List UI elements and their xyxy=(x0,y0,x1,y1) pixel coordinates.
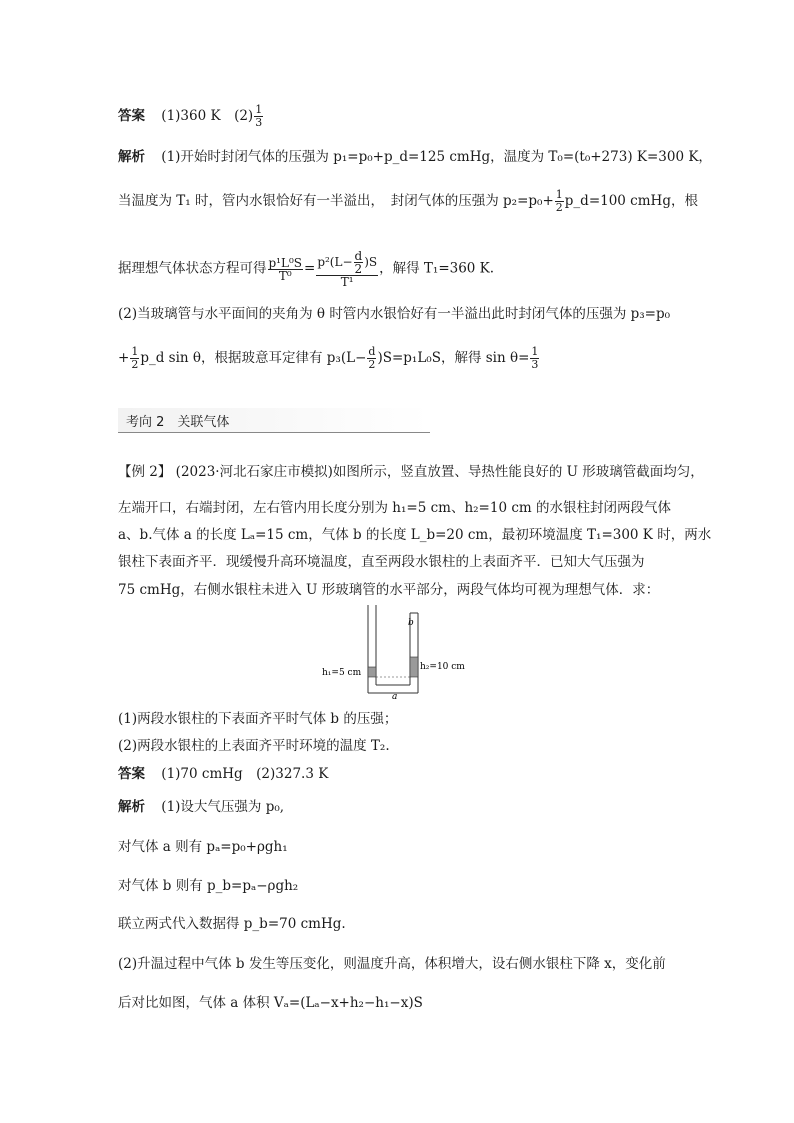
half-fraction-2: $\frac{1}{2}$ xyxy=(131,345,139,371)
eq-left-fraction: $\frac{\text{p¹L⁰S}}{\text{T⁰}}$ xyxy=(268,255,302,283)
section-heading: 考向 2 关联气体 xyxy=(118,408,430,433)
analysis-1-line-1: 解析 (1)开始时封闭气体的压强为 p₁=p₀+p_d=125 cmHg，温度为 T₀=(t₀+273) K=300 K， xyxy=(118,149,712,165)
analysis-1-line-2: 当温度为 T₁ 时，管内水银恰好有一半溢出， 封闭气体的压强为 p₂=p₀+ $\frac{1}{2}$ p_d=100 cmHg，根 xyxy=(118,188,698,214)
question-1: (1)两段水银柱的下表面齐平时气体 b 的压强； xyxy=(118,711,398,727)
answer-label: 答案 xyxy=(118,108,145,124)
third-fraction: $\frac{1}{3}$ xyxy=(531,345,539,371)
analysis-label: 解析 xyxy=(118,149,145,165)
answer-1 xyxy=(118,104,264,129)
analysis-2-line-4: 联立两式代入数据得 p_b=70 cmHg. xyxy=(118,916,346,932)
label-h1: h₁=5 cm xyxy=(322,668,362,678)
analysis-2-line-1: 解析 (1)设大气压强为 p₀, xyxy=(118,799,285,815)
example-line-5: 75 cmHg，右侧水银柱未进入 U 形玻璃管的水平部分，两段气体均可视为理想气体．求： xyxy=(118,582,660,598)
answer-label-2: 答案 xyxy=(118,766,145,782)
answer-1-text: (1)360 K (2) xyxy=(161,108,254,124)
example-line-1: 【例 2】 (2023·河北石家庄市模拟)如图所示，竖直放置、导热性能良好的 U 形玻璃管截面均匀， xyxy=(118,464,704,480)
example-line-2: 左端开口，右端封闭，左右管内用长度分别为 h₁=5 cm、h₂=10 cm 的水银柱封闭两段气体 xyxy=(118,500,671,516)
example-line-4: 银柱下表面齐平．现缓慢升高环境温度，直至两段水银柱的上表面齐平．已知大气压强为 xyxy=(118,554,645,570)
answer-2: 答案 (1)70 cmHg (2)327.3 K xyxy=(118,766,329,782)
analysis-1-line-4: (2)当玻璃管与水平面间的夹角为 θ 时管内水银恰好有一半溢出此时封闭气体的压强为 p₃=p₀ xyxy=(118,306,671,322)
analysis-label-2: 解析 xyxy=(118,799,145,815)
label-a: a xyxy=(392,692,398,700)
half-fraction: $\frac{1}{2}$ xyxy=(555,188,563,214)
label-h2: h₂=10 cm xyxy=(420,662,465,672)
analysis-2-line-5: (2)升温过程中气体 b 发生等压变化，则温度升高，体积增大，设右侧水银柱下降 x，变化前 xyxy=(118,956,666,972)
analysis-1-line-5: + $\frac{1}{2}$ p_d sin θ，根据玻意耳定律有 p₃(L− $\frac{d}{2}$ )S=p₁L₀S，解得 sin θ= $\frac{1}{3}$ xyxy=(118,345,539,371)
u-tube-diagram xyxy=(320,605,480,700)
d-half-fraction: $\frac{d}{2}$ xyxy=(368,345,376,371)
analysis-2-line-2: 对气体 a 则有 pₐ=p₀+ρgh₁ xyxy=(118,839,288,855)
analysis-1-line-3: 据理想气体状态方程可得 $\frac{\text{p¹L⁰S}}{\text{T⁰}}$ = p²(L− $\frac{d}{2}$ )S T¹ ，解得 T₁=360 K. xyxy=(118,249,495,289)
analysis-2-line-3: 对气体 b 则有 p_b=pₐ−ρgh₂ xyxy=(118,878,299,894)
eq-right-fraction: p²(L− $\frac{d}{2}$ )S T¹ xyxy=(317,249,378,289)
mercury-right xyxy=(410,657,418,677)
answer-1-fraction: $\frac{1}{3}$ xyxy=(255,103,263,129)
label-b: b xyxy=(408,618,414,628)
mercury-left xyxy=(368,667,376,677)
example-line-3: a、b.气体 a 的长度 Lₐ=15 cm，气体 b 的长度 L_b=20 cm，最初环境温度 T₁=300 K 时，两水 xyxy=(118,527,712,543)
analysis-2-line-6: 后对比如图，气体 a 体积 Vₐ=(Lₐ−x+h₂−h₁−x)S xyxy=(118,995,423,1011)
question-2: (2)两段水银柱的上表面齐平时环境的温度 T₂. xyxy=(118,738,390,754)
